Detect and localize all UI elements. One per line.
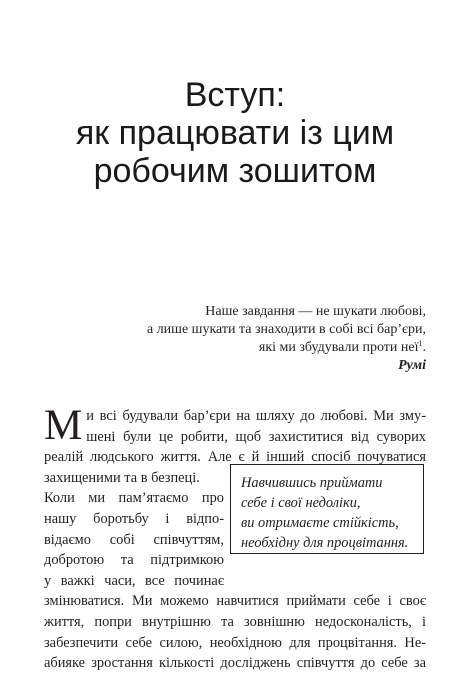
body-line: захищеними та в безпеці. (44, 469, 200, 486)
body-line: реалій людського життя. Але є й інший спосіб почуватися (44, 449, 426, 466)
body-line: шені були це робити, щоб захиститися від суворих (86, 428, 426, 445)
body-line: нашу боротьбу і відпо- (44, 510, 224, 527)
epigraph-period: . (422, 340, 426, 355)
body-line: абияке зростання кількості досліджень співчуття до себе за (44, 655, 426, 672)
epigraph-line-1: Наше завдання — не шукати любові, (205, 304, 426, 319)
epigraph-author: Румі (398, 358, 426, 373)
body-line: життя, попри внутрішню та зовнішню недосконалість, і (44, 613, 426, 630)
chapter-title-line-2: як працювати із цим (75, 114, 395, 152)
body-line: у важкі часи, все починає (44, 572, 224, 589)
footnote-mark: 1 (418, 339, 423, 348)
body-line: Коли ми пам’ятаємо про (44, 490, 224, 507)
body-line: змінюватися. Ми можемо навчитися приймати себе і своє (44, 593, 426, 610)
epigraph-line-2: а лише шукати та знаходити в собі всі бар’єри, (146, 322, 426, 337)
chapter-title-line-3: робочим зошитом (93, 152, 377, 190)
epigraph (96, 303, 426, 375)
pull-quote-line-2: себе і свої недоліки, (241, 495, 361, 511)
epigraph-line-3 (96, 339, 426, 357)
epigraph-line-3-text: які ми збудували проти неї (258, 340, 419, 355)
body-line: забезпечити себе силою, необхідною для процвітання. Не- (44, 634, 426, 651)
drop-cap: М (44, 402, 83, 449)
pull-quote-line-3: ви отримаєте стійкість, (241, 515, 399, 531)
pull-quote-line-4: необхідну для процвітання. (241, 535, 409, 551)
chapter-title (0, 76, 470, 190)
body-line: відаємо собі співчуттям, (44, 531, 224, 548)
pull-quote-line-1: Навчившись приймати (241, 475, 383, 491)
chapter-title-line-1: Вступ: (184, 76, 286, 114)
body-line: и всі будували бар’єри на шляху до любові. Ми зму- (86, 408, 426, 424)
body-line: добротою та підтримкою (44, 552, 224, 569)
pull-quote (230, 464, 424, 554)
